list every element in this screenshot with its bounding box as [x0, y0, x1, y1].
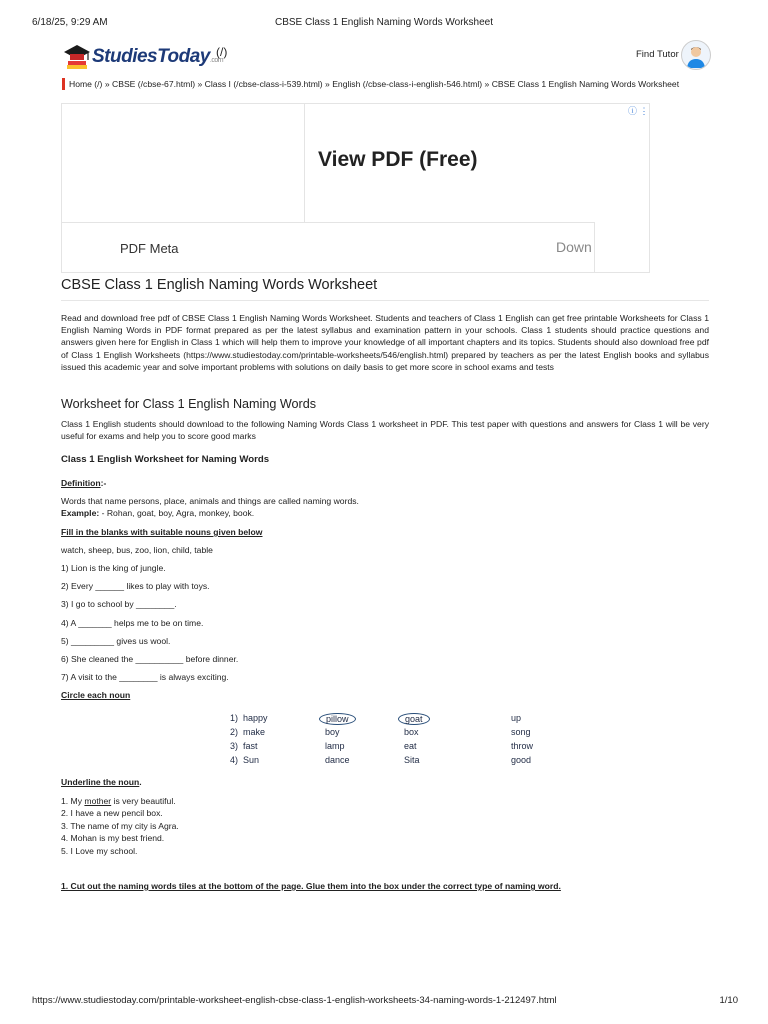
download-button[interactable]: Down [556, 239, 592, 255]
underline-list [61, 795, 179, 857]
fill-item: 3) I go to school by ________. [61, 599, 177, 609]
fill-item: 1) Lion is the king of jungle. [61, 563, 166, 573]
cut-out-instruction: 1. Cut out the naming words tiles at the bottom of the page. Glue them into the box under the correct type of naming word. [61, 881, 561, 891]
word-bank: watch, sheep, bus, zoo, lion, child, table [61, 545, 213, 555]
breadcrumb-english[interactable]: English (/cbse-class-i-english-546.html) [332, 79, 483, 89]
ad-choices-icon[interactable]: ⓘ ⋮ [628, 106, 649, 116]
view-pdf-button[interactable]: View PDF (Free) [318, 148, 478, 171]
print-url: https://www.studiestoday.com/printable-worksheet-english-cbse-class-1-english-worksheets-34-naming-words-1-212497.html [32, 995, 557, 1006]
list-item: 3. The name of my city is Agra. [61, 820, 179, 831]
fill-item: 5) _________ gives us wool. [61, 636, 171, 646]
fill-item: 2) Every ______ likes to play with toys. [61, 581, 210, 591]
breadcrumb-cbse[interactable]: CBSE (/cbse-67.html) [112, 79, 196, 89]
intro-paragraph: Read and download free pdf of CBSE Class 1 English Naming Words Worksheet. Students and teachers of Class 1 English can get free printable Worksheets for Class 1 English Naming Words in PDF format prepared as per the latest syllabus and examination pattern in your schools. Class 1 students should practice questions and answers given here for English in Class 1 which will help them to improve your knowledge of all important chapters and its topics. Students should also download free pdf of Class 1 English Worksheets (https://www.studiestoday.com/printable-worksheets/546/english.html) prepared by teachers as per the latest English books and syllabus issued this academic year and solve important problems with solutions on daily basis to get more score in school exams and tests [61, 313, 709, 372]
brand-name: StudiesToday.com [92, 46, 224, 67]
ad-divider [62, 222, 594, 223]
ad-banner[interactable] [61, 103, 650, 273]
worksheet-description: Class 1 English students should download to the following Naming Words Class 1 worksheet in PDF. This test paper with questions and answers for Class 1 will be very useful for exams and help you to score good marks [61, 419, 709, 442]
list-item: 1. My mother is very beautiful. [61, 796, 176, 806]
breadcrumb-current: CBSE Class 1 English Naming Words Worksheet [491, 79, 680, 89]
worksheet-heading: Class 1 English Worksheet for Naming Words [61, 454, 270, 465]
page-title: CBSE Class 1 English Naming Words Worksheet [61, 277, 378, 293]
find-tutor-link[interactable]: Find Tutor [636, 49, 679, 60]
fill-item: 6) She cleaned the __________ before dinner. [61, 654, 239, 664]
home-root-link[interactable]: (/) [216, 45, 228, 59]
fill-item: 7) A visit to the ________ is always exciting. [61, 672, 229, 682]
pdf-meta-label: PDF Meta [120, 241, 179, 256]
ad-vertical-divider [594, 222, 595, 272]
breadcrumb: Home (/) » CBSE (/cbse-67.html) » Class I (/cbse-class-i-539.html) » English (/cbse-class-i-english-546.html) » CBSE Class 1 English Naming Words Worksheet [62, 78, 679, 90]
list-item: 2. I have a new pencil box. [61, 808, 163, 819]
circle-noun-heading: Circle each noun [61, 690, 131, 700]
definition-text: Words that name persons, place, animals and things are called naming words. [61, 496, 359, 506]
list-item: 4. Mohan is my best friend. [61, 833, 165, 844]
graduation-cap-icon [62, 40, 92, 72]
circled-word: goat [398, 713, 430, 725]
page-number: 1/10 [719, 995, 738, 1006]
breadcrumb-home[interactable]: Home (/) [69, 79, 103, 89]
ad-left-panel [62, 104, 305, 222]
fill-blanks-heading: Fill in the blanks with suitable nouns given below [61, 527, 263, 537]
user-avatar-icon[interactable] [681, 40, 711, 70]
example-text: Example: - Rohan, goat, boy, Agra, monkey, book. [61, 508, 255, 518]
underline-noun-heading: Underline the noun. [61, 777, 142, 787]
circled-word: pillow [319, 713, 356, 725]
fill-item: 4) A _______ helps me to be on time. [61, 618, 204, 628]
print-datetime: 6/18/25, 9:29 AM [32, 17, 108, 28]
definition-heading: Definition:- [61, 478, 107, 488]
print-doc-title: CBSE Class 1 English Naming Words Worksheet [274, 17, 494, 28]
list-item: 5. I Love my school. [61, 845, 138, 856]
breadcrumb-class[interactable]: Class I (/cbse-class-i-539.html) [204, 79, 323, 89]
title-divider [61, 300, 709, 301]
worksheet-subheading: Worksheet for Class 1 English Naming Words [61, 397, 317, 411]
